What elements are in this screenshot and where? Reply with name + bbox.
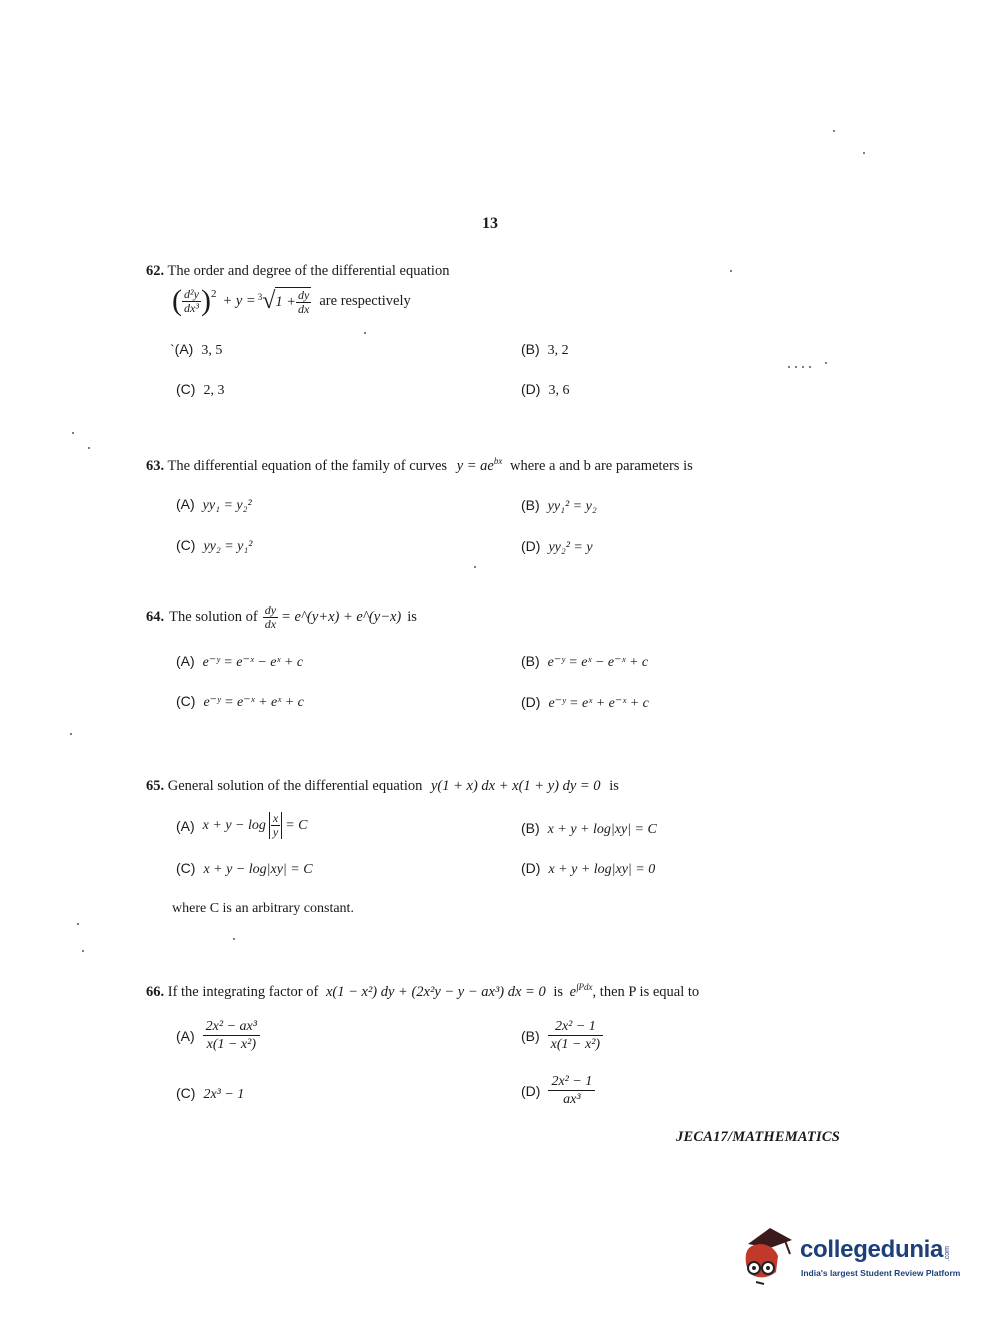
option-b[interactable]: (B) 3, 2 (521, 341, 569, 358)
option-a[interactable]: (A) e⁻ʸ = e⁻ˣ − eˣ + c (176, 653, 304, 670)
integrating-factor: $e^{\int Pdx}$ (569, 982, 593, 1000)
option-d[interactable]: (D) yy₂² = y (521, 538, 593, 555)
question-65: 65. General solution of the differential equation y(1 + x) dx + x(1 + y) dy = 0 is (146, 778, 619, 794)
option-c[interactable]: (C) yy₂ = y₁² (176, 537, 253, 554)
mascot-icon (740, 1226, 798, 1286)
scan-speck (833, 130, 835, 132)
second-derivative-fraction: $\frac{\text{d²y}}{\text{dx³}}$ (184, 286, 199, 315)
scan-speck (233, 938, 235, 940)
option-c[interactable]: (C) x + y − log|xy| = C (176, 860, 313, 877)
question-number: 62. (146, 263, 165, 279)
question-62 (146, 263, 449, 280)
question-stem: The order and degree of the differential equation (167, 263, 450, 279)
scan-speck (863, 152, 865, 154)
first-derivative-fraction: $\frac{dy}{dx}$ (298, 287, 310, 316)
option-a[interactable]: (A) x + y − log $\frac{x}{y}$ = C (176, 811, 308, 839)
page-number: 13 (482, 215, 498, 232)
scan-speck (825, 362, 827, 364)
question-64: 64. The solution of $\frac{dy}{dx}$ = e^(y+x) + e^(y−x) is (146, 603, 417, 631)
option-a[interactable]: `(A) 3, 5 (170, 341, 223, 358)
question-66: 66. If the integrating factor of x(1 − x²) dy + (2x²y − y − ax³) dx = 0 is $e^{\int Pdx}$, then P is equal to (146, 982, 700, 1000)
option-b[interactable]: (B) yy₁² = y₂ (521, 497, 597, 514)
option-b[interactable]: (B) x + y + log|xy| = C (521, 820, 657, 837)
option-d[interactable]: (D) $\frac{\text{2x² − 1}}{\text{ax³}}$ (521, 1073, 595, 1108)
scan-speck (82, 950, 84, 952)
option-c[interactable]: (C) 2, 3 (176, 381, 225, 398)
option-d[interactable]: (D) 3, 6 (521, 381, 570, 398)
scan-speck (802, 366, 804, 368)
scan-speck (809, 366, 811, 368)
scan-speck (88, 447, 90, 449)
option-a[interactable]: (A) $\frac{\text{2x² − ax³}}{\text{x(1 − x²)}}$ (176, 1018, 260, 1053)
brand-name: collegedunia (800, 1236, 944, 1263)
question-stem: The differential equation of the family of curves (167, 457, 448, 474)
option-d[interactable]: (D) x + y + log|xy| = 0 (521, 860, 656, 877)
brand-suffix: .com (944, 1245, 952, 1261)
curve-formula: $y = ae^{bx}$ (456, 456, 503, 474)
question-62-equation: ( $\frac{\text{d²y}}{\text{dx³}}$ ) $^2$ + y = $^3$ √ 1 + $\frac{dy}{dx}$ are respectively (172, 284, 411, 317)
scan-speck (77, 923, 79, 925)
question-65-note: where C is an arbitrary constant. (172, 901, 354, 916)
brand-tagline: India's largest Student Review Platform (801, 1268, 961, 1278)
derivative-fraction: $\frac{dy}{dx}$ (264, 603, 277, 631)
scan-speck (364, 332, 366, 334)
option-b[interactable]: (B) $\frac{\text{2x² − 1}}{\text{x(1 − x²)}}$ (521, 1018, 603, 1053)
scan-speck (72, 432, 74, 434)
option-a[interactable]: (A) yy₁ = y₂² (176, 496, 252, 513)
scan-speck (788, 366, 790, 368)
differential-equation: x(1 − x²) dy + (2x²y − y − ax³) dx = 0 (325, 983, 546, 1000)
option-b[interactable]: (B) e⁻ʸ = eˣ − e⁻ˣ + c (521, 653, 649, 670)
x-over-y-fraction: $\frac{x}{y}$ (272, 811, 279, 839)
question-stem-tail: are respectively (319, 292, 411, 309)
option-c[interactable]: (C) e⁻ʸ = e⁻ˣ + eˣ + c (176, 693, 304, 710)
exam-code: JECA17/MATHEMATICS (676, 1129, 840, 1145)
scan-speck (795, 366, 797, 368)
question-63: 63. The differential equation of the family of curves $y = ae^{bx}$ where a and b are parameters is (146, 456, 693, 474)
option-d[interactable]: (D) e⁻ʸ = eˣ + e⁻ˣ + c (521, 694, 649, 711)
differential-equation: y(1 + x) dx + x(1 + y) dy = 0 (430, 778, 601, 794)
scan-speck (70, 733, 72, 735)
scan-speck (474, 566, 476, 568)
option-c[interactable]: (C) 2x³ − 1 (176, 1085, 245, 1102)
scan-speck (730, 270, 732, 272)
collegedunia-logo[interactable] (740, 1226, 970, 1286)
